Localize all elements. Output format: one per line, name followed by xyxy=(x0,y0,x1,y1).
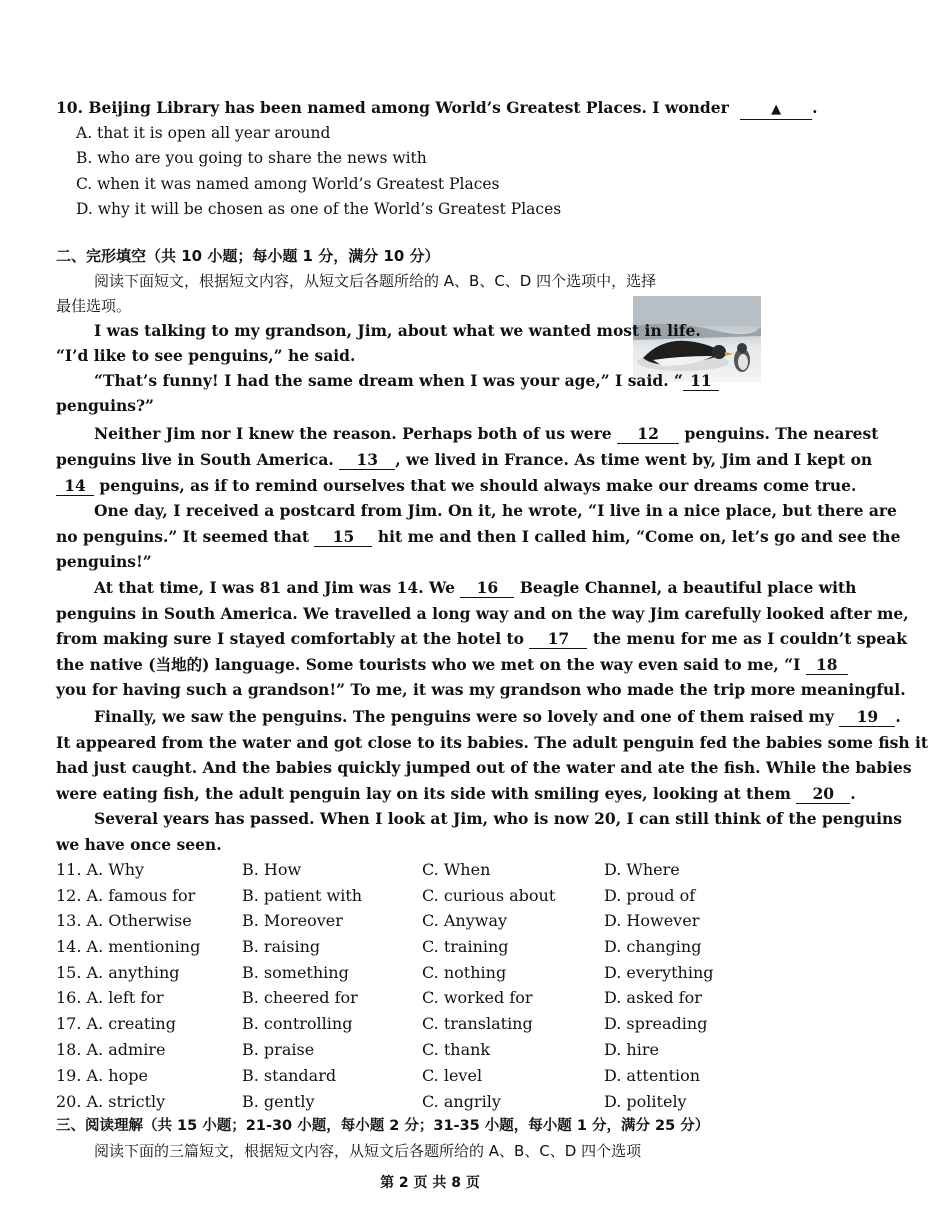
option-18-a: 18. A. admire xyxy=(56,1040,166,1059)
option-18-d: D. hire xyxy=(604,1040,659,1059)
cloze-blank-18: 18 xyxy=(806,656,848,675)
cloze-blank-15: 15 xyxy=(314,528,372,547)
question-10-option-c: C. when it was named among World’s Greatest Places xyxy=(76,175,500,193)
option-14-d: D. changing xyxy=(604,937,702,956)
reading-instruction: 阅读下面的三篇短文，根据短文内容，从短文后各题所给的 A、B、C、D 四个选项 xyxy=(94,1142,642,1160)
cloze-p5-line1: At that time, I was 81 and Jim was 14. We 16 Beagle Channel, a beautiful place with xyxy=(94,578,857,597)
option-19-c: C. level xyxy=(422,1066,483,1085)
option-13-c: C. Anyway xyxy=(422,911,508,930)
option-14-c: C. training xyxy=(422,937,509,956)
option-11-a: 11. A. Why xyxy=(56,860,145,879)
option-12-d: D. proud of xyxy=(604,886,696,905)
cloze-p6-line1: Finally, we saw the penguins. The penguins were so lovely and one of them raised my 19 . xyxy=(94,707,901,726)
option-15-a: 15. A. anything xyxy=(56,963,180,982)
option-15-d: D. everything xyxy=(604,963,714,982)
cloze-p5-line2: penguins in South America. We travelled a long way and on the way Jim carefully looked after me, xyxy=(56,604,909,623)
option-20-d: D. politely xyxy=(604,1092,687,1111)
cloze-p2-line1: “That’s funny! I had the same dream when I was your age,” I said. “ 11 xyxy=(94,371,719,391)
question-10-option-a: A. that it is open all year around xyxy=(76,124,331,142)
cloze-p1-line2: “I’d like to see penguins,” he said. xyxy=(56,346,356,365)
option-11-c: C. When xyxy=(422,860,491,879)
option-17-d: D. spreading xyxy=(604,1014,708,1033)
cloze-p4-line3: penguins!” xyxy=(56,552,152,571)
option-12-b: B. patient with xyxy=(242,886,363,905)
cloze-p3-line2: penguins live in South America. 13 , we lived in France. As time went by, Jim and I kept on xyxy=(56,450,873,469)
option-18-b: B. praise xyxy=(242,1040,315,1059)
question-10-blank xyxy=(740,99,812,120)
cloze-p1-line1: I was talking to my grandson, Jim, about what we wanted most in life. xyxy=(94,321,701,340)
question-10-option-d: D. why it will be chosen as one of the World’s Greatest Places xyxy=(76,200,562,218)
option-16-d: D. asked for xyxy=(604,988,702,1007)
cloze-p7-line2: we have once seen. xyxy=(56,835,222,854)
cloze-blank-14: 14 xyxy=(56,477,94,496)
cloze-p6-line2: It appeared from the water and got close to its babies. The adult penguin fed the babies some fish it xyxy=(56,733,928,752)
cloze-blank-13: 13 xyxy=(339,451,395,470)
cloze-p2-line2: penguins?” xyxy=(56,396,154,415)
cloze-blank-17: 17 xyxy=(529,630,587,649)
option-11-b: B. How xyxy=(242,860,302,879)
option-11-d: D. Where xyxy=(604,860,680,879)
cloze-p5-line3: from making sure I stayed comfortably at the hotel to 17 the menu for me as I couldn’t speak xyxy=(56,629,907,648)
option-19-d: D. attention xyxy=(604,1066,701,1085)
cloze-blank-19: 19 xyxy=(839,708,895,727)
option-16-a: 16. A. left for xyxy=(56,988,164,1007)
cloze-p5-line4: the native (当地的) language. Some tourists who we met on the way even said to me, “I 18 xyxy=(56,655,848,675)
cloze-blank-16: 16 xyxy=(460,579,514,598)
reading-heading: 三、阅读理解（共 15 小题；21-30 小题，每小题 2 分；31-35 小题，每小题 1 分，满分 25 分） xyxy=(56,1118,710,1134)
option-20-c: C. angrily xyxy=(422,1092,501,1111)
option-14-b: B. raising xyxy=(242,937,321,956)
cloze-blank-12: 12 xyxy=(617,425,679,444)
option-16-b: B. cheered for xyxy=(242,988,358,1007)
cloze-p4-line1: One day, I received a postcard from Jim. On it, he wrote, “I live in a nice place, but there are xyxy=(94,501,897,520)
option-18-c: C. thank xyxy=(422,1040,491,1059)
cloze-p3-line3: 14 penguins, as if to remind ourselves that we should always make our dreams come true. xyxy=(56,476,856,496)
cloze-blank-11: 11 xyxy=(683,372,719,391)
question-10-option-b: B. who are you going to share the news with xyxy=(76,149,427,167)
option-15-b: B. something xyxy=(242,963,349,982)
option-19-a: 19. A. hope xyxy=(56,1066,148,1085)
cloze-instruction-2: 最佳选项。 xyxy=(56,297,132,315)
cloze-instruction-1: 阅读下面短文，根据短文内容，从短文后各题所给的 A、B、C、D 四个选项中，选择 xyxy=(94,272,657,290)
option-13-b: B. Moreover xyxy=(242,911,343,930)
triangle-mark-icon: ▲ xyxy=(771,102,782,117)
cloze-blank-20: 20 xyxy=(796,785,850,804)
option-17-c: C. translating xyxy=(422,1014,533,1033)
option-16-c: C. worked for xyxy=(422,988,533,1007)
cloze-p6-line4: were eating fish, the adult penguin lay on its side with smiling eyes, looking at them 20 . xyxy=(56,784,856,803)
cloze-p7-line1: Several years has passed. When I look at Jim, who is now 20, I can still think of the penguins xyxy=(94,809,903,828)
option-19-b: B. standard xyxy=(242,1066,337,1085)
option-17-a: 17. A. creating xyxy=(56,1014,176,1033)
cloze-p6-line3: had just caught. And the babies quickly jumped out of the water and ate the fish. While the babies xyxy=(56,758,912,777)
cloze-p5-line5: you for having such a grandson!” To me, it was my grandson who made the trip more meaningful. xyxy=(56,680,906,699)
option-15-c: C. nothing xyxy=(422,963,507,982)
option-17-b: B. controlling xyxy=(242,1014,353,1033)
question-10-stem: 10. Beijing Library has been named among World’s Greatest Places. I wonder ▲ . xyxy=(56,98,818,120)
option-13-a: 13. A. Otherwise xyxy=(56,911,192,930)
option-20-b: B. gently xyxy=(242,1092,315,1111)
option-13-d: D. However xyxy=(604,911,700,930)
cloze-heading: 二、完形填空（共 10 小题；每小题 1 分，满分 10 分） xyxy=(56,247,440,265)
cloze-p3-line1: Neither Jim nor I knew the reason. Perhaps both of us were 12 penguins. The nearest xyxy=(94,424,879,443)
cloze-p4-line2: no penguins.” It seemed that 15 hit me and then I called him, “Come on, let’s go and see the xyxy=(56,527,901,546)
option-20-a: 20. A. strictly xyxy=(56,1092,166,1111)
option-12-c: C. curious about xyxy=(422,886,556,905)
option-14-a: 14. A. mentioning xyxy=(56,937,201,956)
option-12-a: 12. A. famous for xyxy=(56,886,196,905)
page-footer: 第 2 页 共 8 页 xyxy=(380,1175,480,1191)
